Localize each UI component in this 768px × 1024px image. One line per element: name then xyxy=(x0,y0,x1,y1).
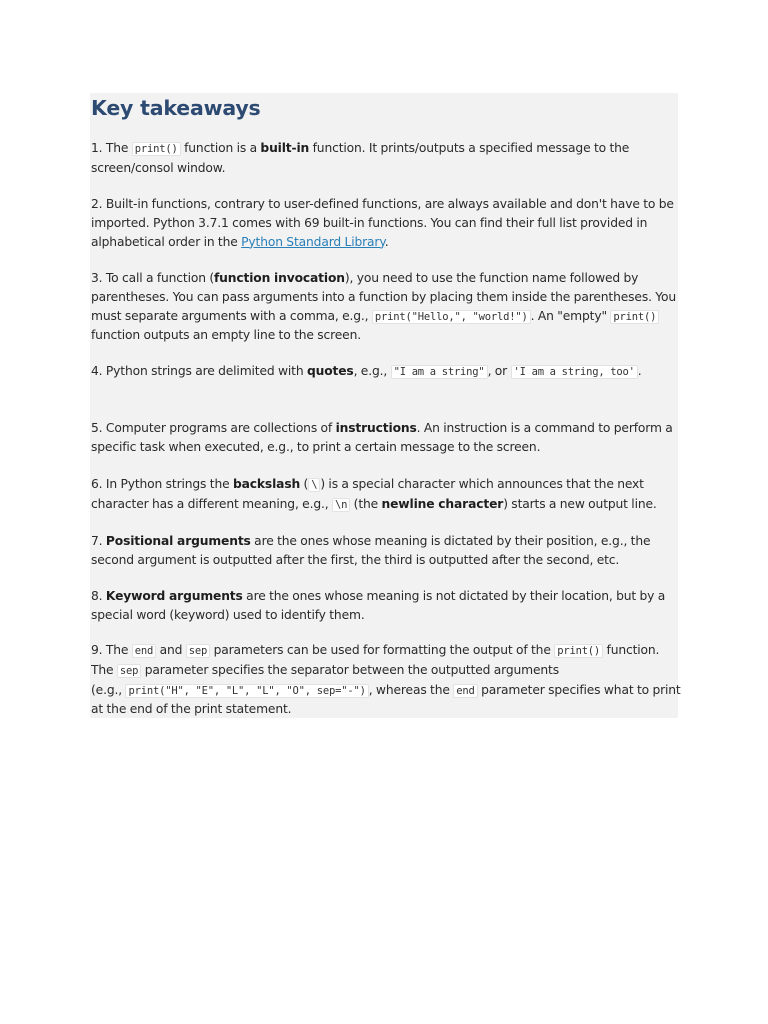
text: 9. The xyxy=(91,643,132,657)
text: 3. To call a function ( xyxy=(91,271,214,285)
takeaway-item-2 xyxy=(91,195,681,251)
inline-code: sep xyxy=(117,664,141,678)
text: function. The xyxy=(91,643,660,677)
text: 5. Computer programs are collections of xyxy=(91,421,336,435)
text: 2. Built-in functions, contrary to user-defined functions, are always available and don't have to be imported. Python 3.7.1 comes with 69 built-in functions. You can find their full list provided in alphabetical order in the xyxy=(91,197,674,249)
text: are the ones whose meaning is dictated by their position, e.g., the second argument is outputted after the first, the third is outputted after the second, etc. xyxy=(91,534,651,567)
text: , or xyxy=(487,364,511,378)
text: ) is a special character which announces that the next character has a different meaning, e.g., xyxy=(91,477,644,511)
text: function is a xyxy=(180,141,261,155)
python-standard-library-link[interactable]: Python Standard Library xyxy=(241,234,385,249)
takeaway-item-7 xyxy=(91,532,681,570)
takeaway-item-1 xyxy=(91,139,681,178)
text: 6. In Python strings the xyxy=(91,477,233,491)
text: function outputs an empty line to the screen. xyxy=(91,328,361,343)
takeaway-item-3 xyxy=(91,269,681,345)
takeaway-item-9 xyxy=(91,641,681,719)
text: ) starts a new output line. xyxy=(503,496,657,511)
text: and xyxy=(156,643,186,657)
text: 1. The xyxy=(91,141,132,155)
text: parameter specifies the separator between the outputted arguments xyxy=(141,662,559,677)
text: function. It prints/outputs a specified message to the screen/consol window. xyxy=(91,141,630,175)
text: . An "empty" xyxy=(530,308,611,323)
section-title: Key takeaways xyxy=(91,96,261,120)
bold-term: quotes xyxy=(306,364,354,378)
takeaway-item-6 xyxy=(91,475,681,515)
inline-code: sep xyxy=(186,644,210,658)
takeaway-item-5 xyxy=(91,419,681,457)
text: (e.g., xyxy=(91,682,126,697)
inline-code: \n xyxy=(332,498,350,512)
text: parameter specifies what to print at the end of the print statement. xyxy=(91,682,681,717)
text: 7. xyxy=(91,534,106,548)
inline-code: end xyxy=(453,684,477,698)
text: ), you need to use the function name followed by parentheses. You can pass arguments into a function by placing them inside the parentheses. You must separate arguments with a comma, e.g., xyxy=(91,271,677,323)
key-takeaways-panel xyxy=(90,93,681,718)
inline-code: print("H", "E", "L", "L", "O", sep="-") xyxy=(125,684,368,698)
text: , e.g., xyxy=(353,364,391,378)
text: . xyxy=(637,364,642,378)
takeaway-item-4 xyxy=(91,362,681,382)
text: (the xyxy=(350,496,382,511)
text: ( xyxy=(300,477,309,491)
text: . An instruction is a command to perform a specific task when executed, e.g., to print a certain message to the screen. xyxy=(91,421,673,454)
text: parameters can be used for formatting the output of the xyxy=(210,643,555,657)
inline-code: 'I am a string, too' xyxy=(511,365,638,379)
inline-code: print() xyxy=(132,142,181,156)
text: 4. Python strings are delimited with xyxy=(91,364,307,378)
takeaway-item-8 xyxy=(91,587,681,625)
text: are the ones whose meaning is not dictated by their location, but by a special word (keyword) used to identify them. xyxy=(91,589,666,622)
text: . xyxy=(384,234,389,249)
inline-code: print() xyxy=(610,310,659,324)
text: , whereas the xyxy=(368,682,454,697)
inline-code: end xyxy=(132,644,156,658)
bold-term: function invocation xyxy=(213,271,345,285)
bold-term: built-in xyxy=(260,141,310,155)
bold-term: Keyword arguments xyxy=(105,589,243,603)
inline-code: print() xyxy=(554,644,603,658)
inline-code: "I am a string" xyxy=(391,365,488,379)
bold-term: instructions xyxy=(335,421,417,435)
bold-term: backslash xyxy=(232,477,301,491)
inline-code: print("Hello,", "world!") xyxy=(372,310,531,324)
text: 8. xyxy=(91,589,106,603)
bold-term: newline character xyxy=(381,496,504,511)
inline-code: \ xyxy=(308,478,320,492)
bold-term: Positional arguments xyxy=(105,534,251,548)
